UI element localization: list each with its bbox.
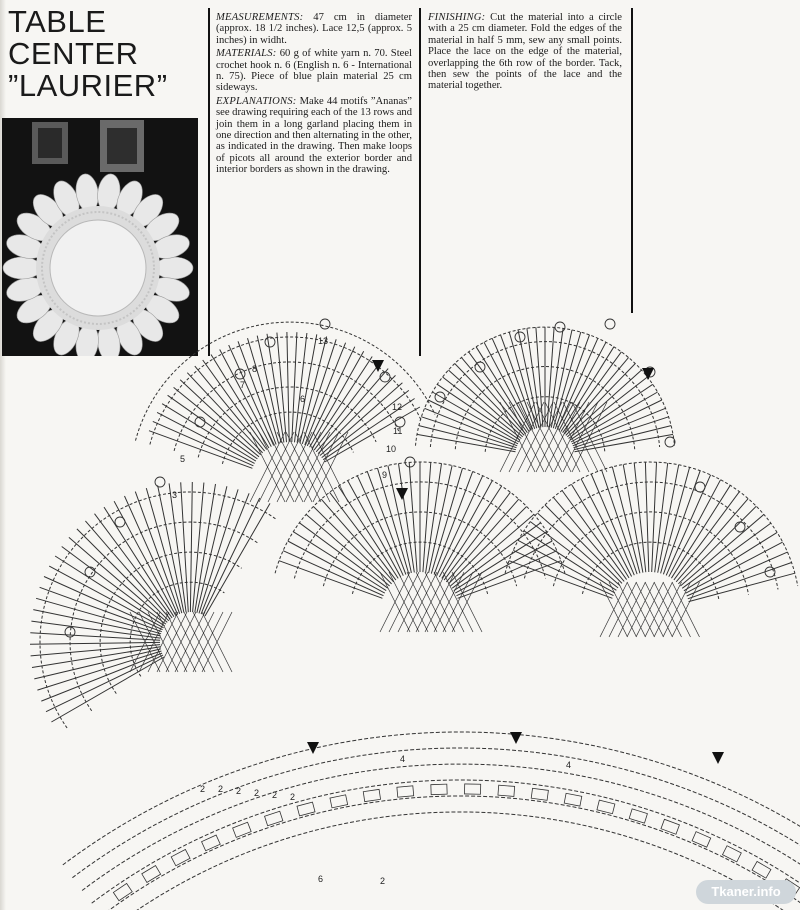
border-row-label: 2 bbox=[290, 792, 296, 802]
row-number-label: 7 bbox=[240, 380, 246, 390]
finishing-label: FINISHING: bbox=[428, 12, 486, 23]
row-number-label: 6 bbox=[300, 394, 306, 404]
column-divider-middle bbox=[419, 8, 421, 356]
crochet-diagram bbox=[0, 312, 800, 910]
title-line-3: ”LAURIER” bbox=[8, 68, 168, 103]
row-number-label: 11 bbox=[393, 426, 403, 436]
border-row-label: 4 bbox=[566, 760, 572, 770]
border-row-label: 4 bbox=[400, 754, 406, 764]
measurements-label: MEASUREMENTS: bbox=[216, 12, 304, 23]
row-number-label: 3 bbox=[172, 490, 178, 500]
border-row-label: 6 bbox=[318, 874, 324, 884]
border-row-label: 2 bbox=[380, 876, 386, 886]
row-number-label: 10 bbox=[386, 444, 397, 454]
border-row-label: 2 bbox=[218, 784, 224, 794]
border-row-label: 2 bbox=[254, 788, 260, 798]
column-divider-left bbox=[208, 8, 210, 356]
materials-label: MATERIALS: bbox=[216, 48, 277, 60]
instructions-column-1 bbox=[216, 12, 412, 178]
finishing-text: Cut the material into a circle with a 25 cm diameter. Fold the edges of the material in half 5 mm, sew any small points. Place the lace on the edge of the material, overlapping the 6th row of the border. Tack, then sew the points of the lace and the material together. bbox=[428, 12, 622, 92]
measurements-paragraph bbox=[216, 12, 412, 46]
measurements-text: 47 cm in diameter (approx. 18 1/2 inches). Lace 12,5 (approx. 5 inches) in widht. bbox=[216, 12, 412, 46]
title-line-2: CENTER bbox=[8, 36, 139, 71]
border-row-label: 2 bbox=[236, 786, 242, 796]
row-number-label: 13 bbox=[318, 336, 329, 346]
row-number-label: 8 bbox=[252, 364, 258, 374]
materials-paragraph bbox=[216, 48, 412, 94]
row-number-label: 9 bbox=[382, 470, 388, 480]
column-divider-right bbox=[631, 8, 633, 313]
row-number-label: 12 bbox=[392, 402, 403, 412]
title-line-1: TABLE bbox=[8, 4, 107, 39]
finishing-paragraph bbox=[428, 12, 622, 92]
page-title bbox=[8, 6, 198, 102]
materials-text: 60 g of white yarn n. 70. Steel crochet hook n. 6 (English n. 6 - International n. 75). Piece of blue plain material 25 cm sideways. bbox=[216, 48, 412, 94]
explanations-text: Make 44 motifs ”Ananas” see drawing requiring each of the 13 rows and join them in a long garland placing them in one direction and then alternating in the other, as indicated in the drawing. Then make loops of picots all around the exterior border and interior borders as shown in the drawing. bbox=[216, 95, 412, 176]
watermark-badge: Tkaner.info bbox=[696, 880, 796, 904]
instructions-column-2 bbox=[428, 12, 622, 94]
explanations-label: EXPLANATIONS: bbox=[216, 95, 297, 107]
explanations-paragraph bbox=[216, 96, 412, 176]
border-row-label: 2 bbox=[200, 784, 206, 794]
border-row-label: 2 bbox=[272, 790, 278, 800]
row-number-label: 5 bbox=[180, 454, 186, 464]
